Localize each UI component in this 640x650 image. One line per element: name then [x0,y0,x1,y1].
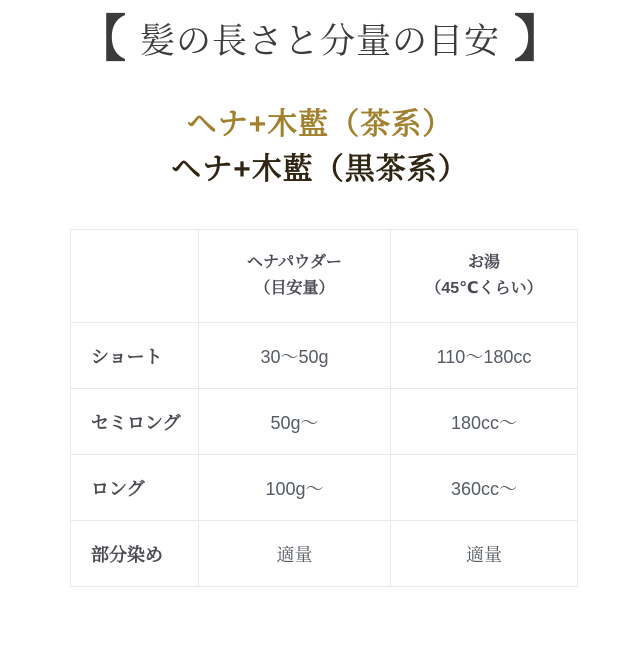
table-row [71,455,578,521]
subtitle-block [0,102,640,192]
row-label-long: ロング [71,455,199,521]
row-label-semilong: セミロング [71,389,199,455]
page-title [0,10,640,68]
water-value: 360cc〜 [391,455,578,521]
title-bracket-left-icon: 【 [75,9,126,68]
dosage-table [70,229,578,587]
header-powder-line2: （目安量） [254,280,335,297]
header-powder-line1: ヘナパウダー [247,253,342,271]
title-bracket-right-icon: 】 [514,9,564,68]
table-header-row [71,230,578,323]
row-label-partial-dye: 部分染め [71,521,199,587]
powder-value: 100g〜 [199,455,391,521]
subtitle-henna-darkbrown: ヘナ+木藍（黒茶系） [171,153,469,186]
header-water-line2: （45℃くらい） [425,280,543,297]
powder-value: 50g〜 [199,389,391,455]
header-water-line1: お湯 [467,253,500,271]
water-value: 110〜180cc [391,323,578,389]
table-row [71,521,578,587]
header-cell-water [391,230,578,323]
table-row [71,389,578,455]
row-label-short: ショート [71,323,199,389]
header-cell-powder [199,230,391,323]
water-value: 適量 [391,521,578,587]
water-value: 180cc〜 [391,389,578,455]
subtitle-henna-brown: ヘナ+木藍（茶系） [186,108,454,141]
table-row [71,323,578,389]
page-title-text: 髪の長さと分量の目安 [139,22,500,62]
powder-value: 30〜50g [199,323,391,389]
powder-value: 適量 [199,521,391,587]
header-cell-empty [71,230,199,323]
